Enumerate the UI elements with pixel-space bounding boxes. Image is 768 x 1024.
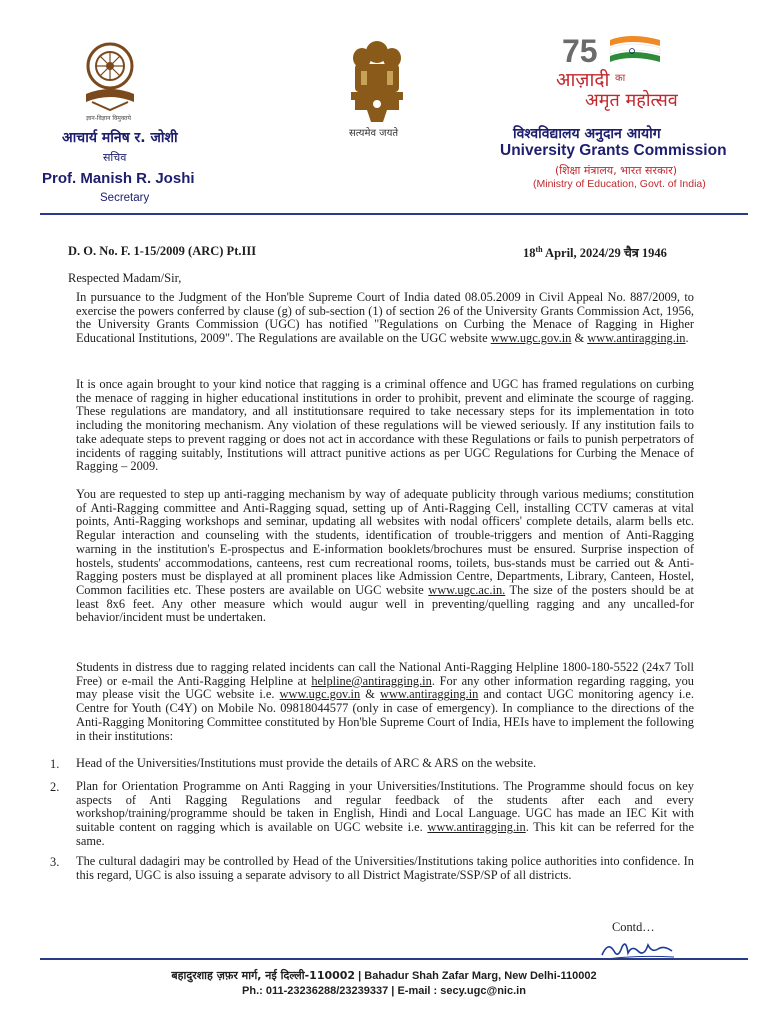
- date-day: 18: [523, 246, 536, 260]
- paragraph-4-mid: . For any other information regarding ragging, you may please visit the UGC website i.e.: [76, 673, 694, 702]
- list-item-1: Head of the Universities/Institutions must provide the details of ARC & ARS on the website.: [76, 756, 537, 770]
- ugc-website-link-2[interactable]: www.ugc.gov.in: [279, 687, 361, 702]
- paragraph-1-end: .: [685, 331, 689, 346]
- ugc-emblem-icon: [80, 36, 140, 116]
- contact-separator: |: [388, 985, 398, 997]
- address-english: Bahadur Shah Zafar Marg, New Delhi-110002: [364, 970, 597, 982]
- emblem-motto: सत्यमेव जयते: [349, 128, 399, 139]
- list-item-2-end: . This kit can be referred for the same.: [76, 820, 695, 848]
- secretary-name: Prof. Manish R. Joshi: [42, 170, 195, 187]
- footer-address: [0, 968, 768, 983]
- list-item-2-text: Plan for Orientation Programme on Anti Ragging in your Universities/Institutions. The Programme should focus on key aspects of Anti Ragging Regulations and regular feedback of the students after each and every workshop/training/programme should be taken in English, Hindi and Local Language. UGC has made an IEC Kit with suitable content on ragging which is available on UGC website i.e.: [76, 779, 694, 835]
- date-suffix: th: [535, 244, 543, 254]
- azadi-line2: अमृत महोत्सव: [585, 90, 678, 111]
- ministry-hindi: (शिक्षा मंत्रालय, भारत सरकार): [555, 164, 678, 177]
- secretary-name-hindi: आचार्य मनिष र. जोशी: [62, 130, 178, 146]
- helpline-email-link[interactable]: helpline@antiragging.in: [311, 673, 432, 688]
- ashoka-emblem-icon: [345, 38, 409, 124]
- list-item-2-number: 2.: [50, 780, 60, 794]
- antiragging-website-link[interactable]: www.antiragging.in: [587, 331, 686, 346]
- azadi-ka: का: [615, 73, 626, 84]
- paragraph-3-text: You are requested to step up anti-ragging mechanism by way of adequate publicity through various mediums; constitution of Anti-Ragging committee and Anti-Ragging squad, setting up of Anti-Ragging Cell, installing CCTV cameras at vital points, Anti-Ragging workshops and seminar, updating all websites with nodal officers' complete details, alarm bells etc. Regular interaction and counseling with the students, identification of trouble-triggers and mention of Anti-Ragging warning in the institution's E-prospectus and E-information booklets/brochures must be ensured. Surprise inspection of hostels, students' accommodations, canteens, rest cum recreational rooms, toilets, bus-stands must be carried out & Anti-Ragging posters must be displayed at all prominent places like Admission Centre, Departments, Library, Canteen, Hostel, Common facilities etc. These posters are available on UGC website: [76, 487, 694, 597]
- footer-contact: [0, 985, 768, 997]
- email-address[interactable]: E-mail : secy.ugc@nic.in: [397, 985, 526, 997]
- paragraph-1-text: In pursuance to the Judgment of the Hon'ble Supreme Court of India dated 08.05.2009 in Civil Appeal No. 887/2009, to exercise the powers conferred by clause (g) of sub-section (1) of section 26 of the University Grants Commission Act, 1956, the University Grants Commission (UGC) has notified "Regulations on Curbing the Menace of Ragging in Higher Educational Institutions, 2009". The Regulations are available on the UGC website: [76, 290, 694, 346]
- azadi-number: 75: [562, 33, 598, 69]
- address-separator: |: [355, 970, 365, 982]
- continued-marker: Contd…: [612, 920, 655, 934]
- iec-kit-link[interactable]: www.antiragging.in: [427, 820, 526, 835]
- paragraph-4: [76, 661, 694, 743]
- secretary-title: Secretary: [100, 192, 150, 204]
- letter-date: [523, 244, 667, 261]
- paragraph-4-amp: &: [360, 687, 381, 702]
- header-divider: [40, 213, 748, 215]
- azadi-line1: आज़ादी: [556, 69, 610, 91]
- paragraph-2: It is once again brought to your kind notice that ragging is a criminal offence and UGC has framed regulations on curbing the menace of ragging in higher educational institutions in order to prohibit, prevent and eliminate the scourge of ragging. These regulations are mandatory, and all institutionsare required to take necessary steps for its implementation in toto including the monitoring mechanism. Any violation of these regulations will be viewed seriously. If any institution fails to take adequate steps to prevent ragging or does not act in accordance with these Regulations or fails to punish perpetrators of incidents of ragging suitably, Institutions will attract punitive actions as per UGC Regulations for Curbing the Menace of Ragging – 2009.: [76, 377, 694, 474]
- ugc-ac-website-link[interactable]: www.ugc.ac.in.: [428, 582, 506, 597]
- ugc-website-link[interactable]: www.ugc.gov.in: [490, 331, 572, 346]
- reference-number: D. O. No. F. 1-15/2009 (ARC) Pt.III: [68, 244, 257, 258]
- paragraph-3: [76, 488, 694, 625]
- ugc-name-hindi: विश्वविद्यालय अनुदान आयोग: [513, 126, 661, 142]
- paragraph-4-end: and contact UGC monitoring agency i.e. Centre for Youth (C4Y) on Mobile No. 09818044577 (only in case of emergency). In compliance to the directions of the Anti-Ragging Monitoring Committee constituted by Hon'ble Supreme Court of India, HEIs have to implement the following in their institutions:: [76, 687, 694, 743]
- phone-number: Ph.: 011-23236288/23239337: [242, 985, 389, 997]
- antiragging-website-link-2[interactable]: www.antiragging.in: [380, 687, 479, 702]
- list-item-2: [76, 780, 694, 849]
- list-item-1-number: 1.: [50, 757, 60, 771]
- paragraph-1: [76, 291, 694, 346]
- list-item-3-number: 3.: [50, 855, 60, 869]
- list-item-3: The cultural dadagiri may be controlled by Head of the Universities/Institutions taking police authorities into confidence. In this regard, UGC is also issuing a separate advisory to all District Magistrate/SSP/SP of all districts.: [76, 854, 694, 882]
- address-hindi: बहादुरशाह ज़फ़र मार्ग, नई दिल्ली-110002: [171, 969, 356, 982]
- secretary-title-hindi: सचिव: [103, 151, 127, 164]
- paragraph-3-end: The size of the posters should be at least 8x6 feet. Any other measure which would augur well in preventing/quelling ragging and any uncalled-for behavior/incident must be undertaken.: [76, 582, 694, 625]
- azadi-75-logo-icon: [560, 30, 670, 70]
- footer-divider: [40, 958, 748, 960]
- ministry-english: (Ministry of Education, Govt. of India): [533, 178, 706, 190]
- date-rest: April, 2024/29 चैत्र 1946: [542, 246, 667, 260]
- logo-motto: ज्ञान-विज्ञान विमुक्तये: [86, 115, 132, 122]
- salutation: Respected Madam/Sir,: [68, 271, 182, 285]
- paragraph-4-text: Students in distress due to ragging related incidents can call the National Anti-Ragging Helpline 1800-180-5522 (24x7 Toll Free) or e-mail the Anti-Ragging Helpline at: [76, 660, 694, 688]
- ugc-name: University Grants Commission: [500, 142, 727, 159]
- paragraph-1-amp: &: [571, 331, 588, 346]
